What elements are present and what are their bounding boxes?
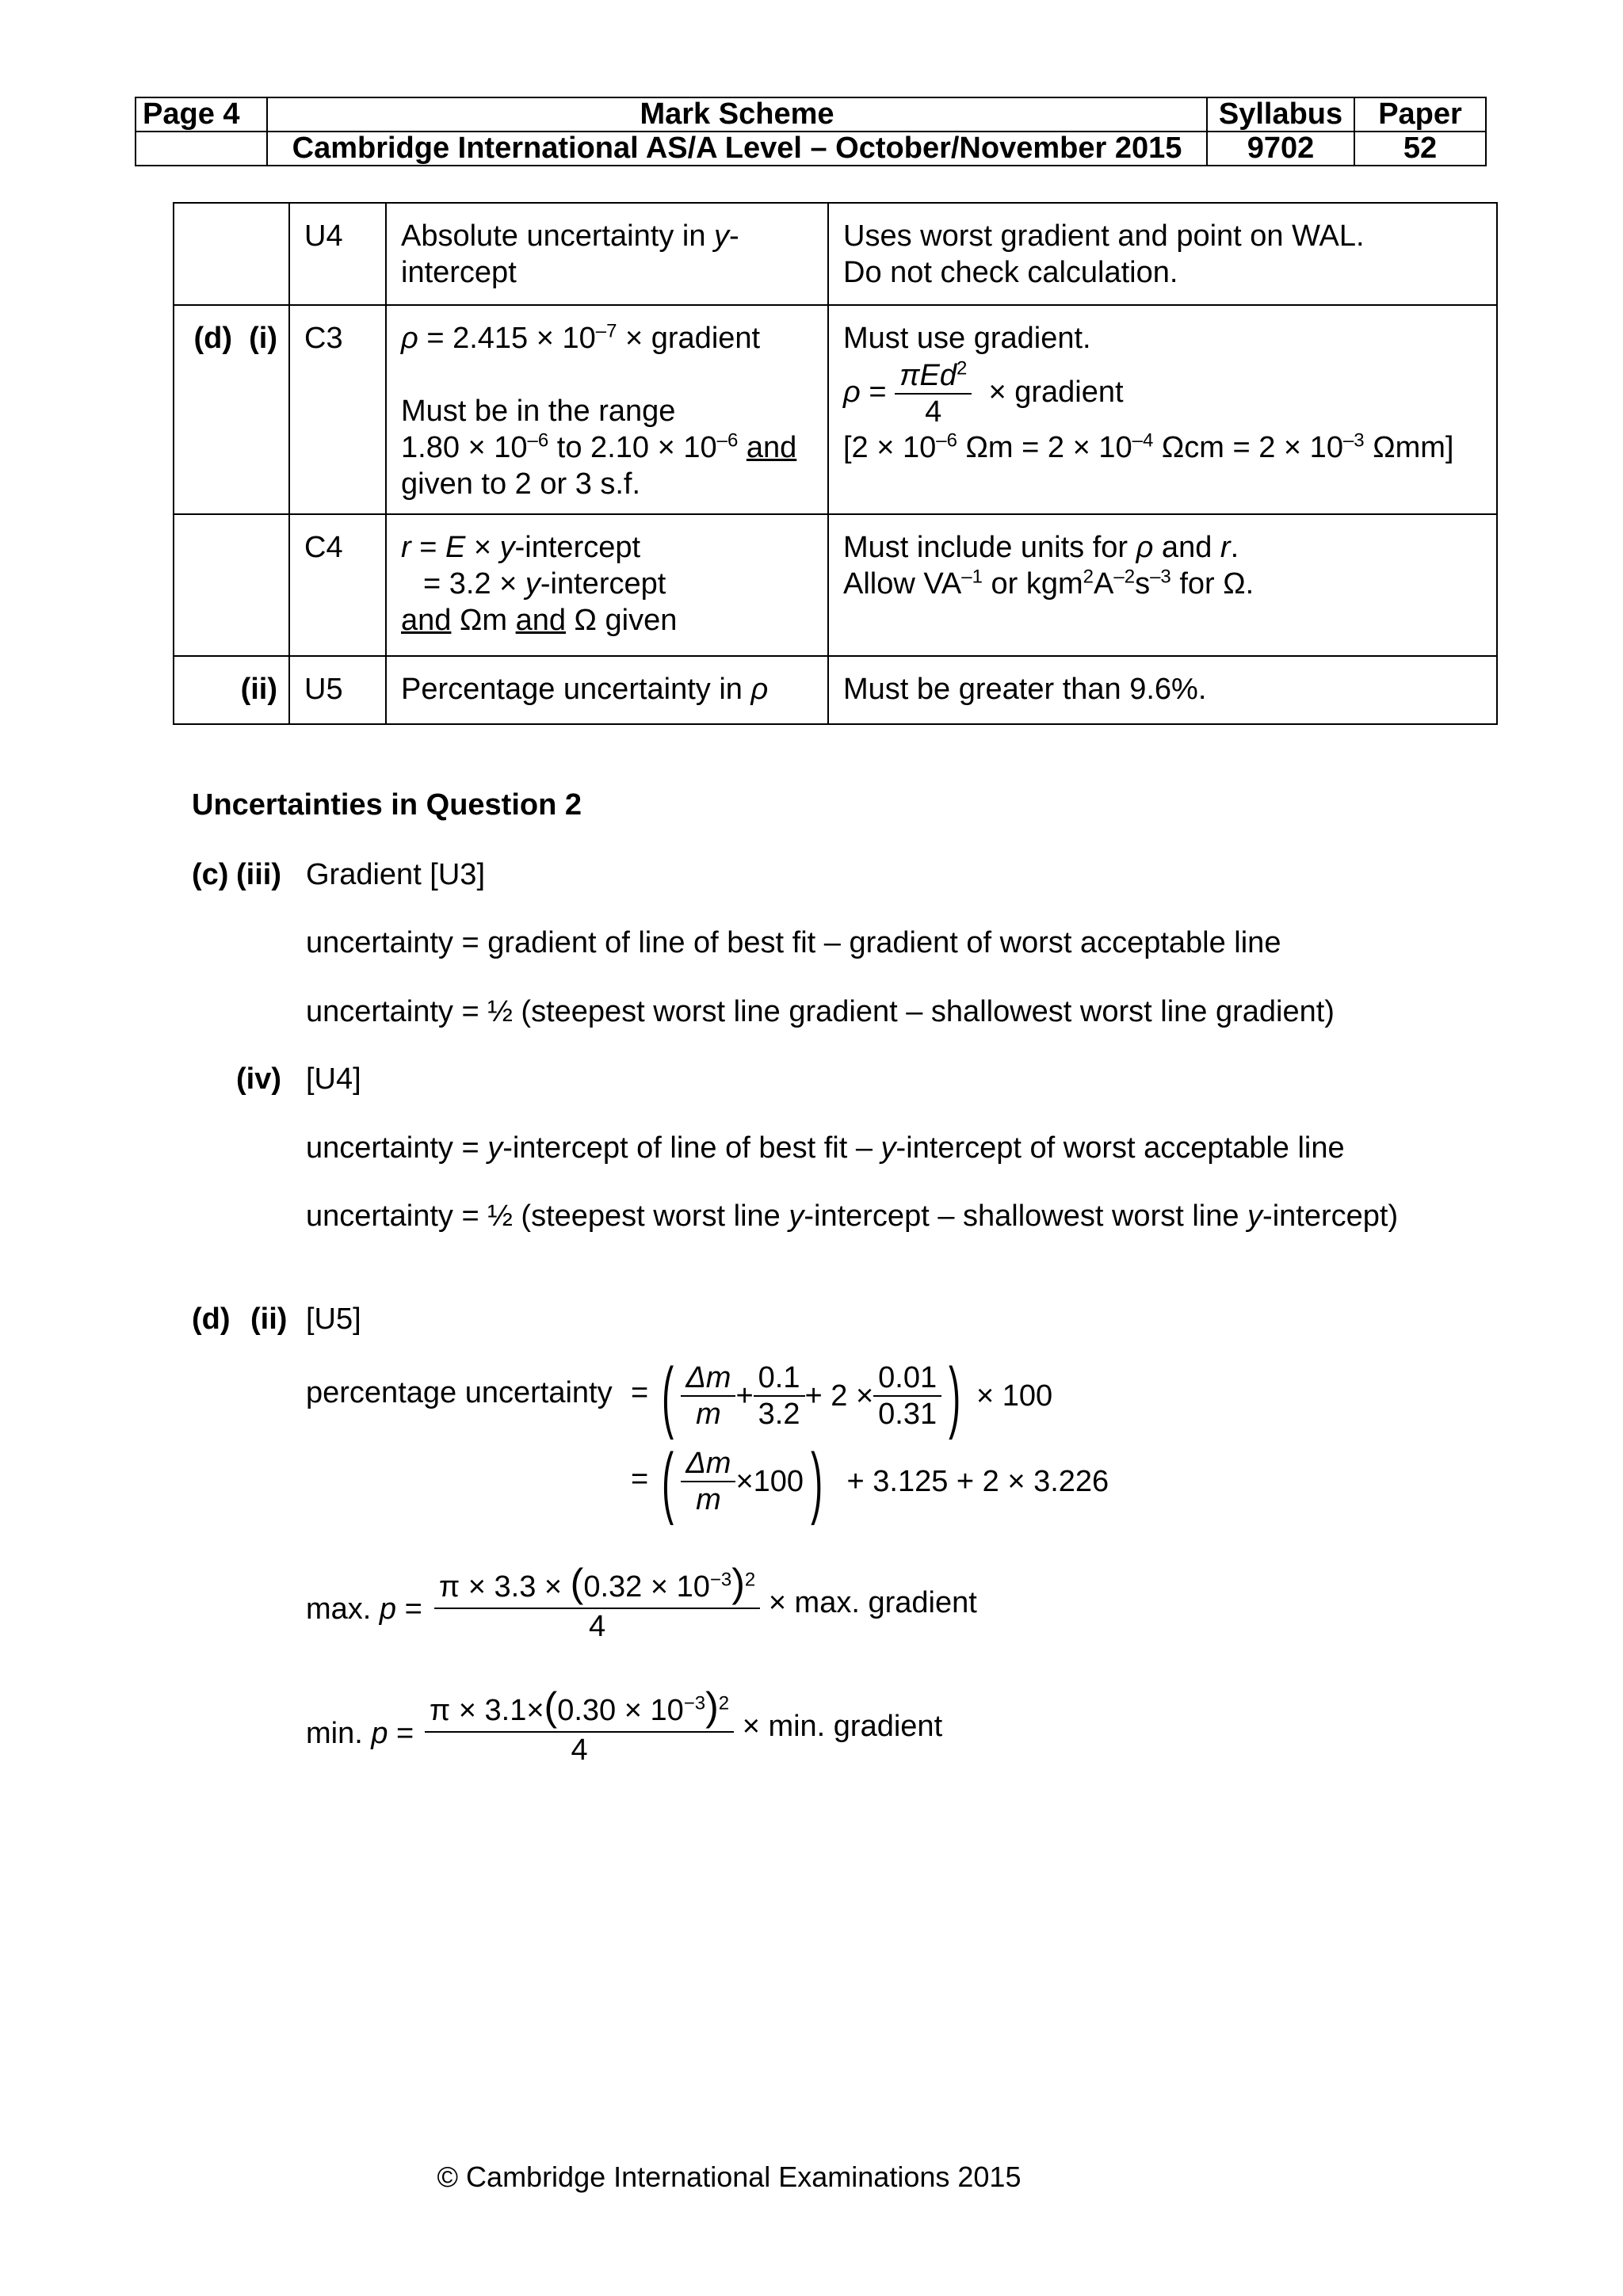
exponent: –6 — [716, 429, 739, 452]
right-paren: ) — [705, 1684, 719, 1729]
max-p-expression — [434, 1562, 977, 1644]
fraction — [681, 1360, 735, 1432]
text: -intercept — [540, 567, 666, 601]
text: p — [371, 1717, 388, 1750]
paper-number: 52 — [1354, 132, 1486, 166]
text: and — [401, 604, 452, 637]
text: × gradient — [617, 322, 761, 355]
unit-conversion — [843, 429, 1487, 466]
text: -intercept of line of best fit – — [502, 1131, 881, 1165]
text: . — [1230, 531, 1239, 564]
left-paren: ( — [662, 1437, 674, 1526]
text: Ωmm] — [1364, 431, 1454, 464]
denominator: 3.2 — [758, 1398, 800, 1431]
left-paren: ( — [544, 1684, 558, 1729]
text: Must include units for — [843, 531, 1136, 564]
text: y — [880, 1131, 896, 1165]
exponent: –2 — [1113, 566, 1136, 588]
page-number: Page 4 — [136, 97, 267, 132]
part-label-c: (c) — [192, 858, 229, 891]
paper-label: Paper — [1354, 97, 1486, 132]
text: π × 3.3 × — [439, 1570, 571, 1604]
percentage-uncertainty-label: percentage uncertainty — [306, 1376, 613, 1409]
equation-row-2 — [655, 1437, 1109, 1526]
rho-symbol: ρ — [1136, 531, 1154, 564]
left-paren: ( — [570, 1561, 584, 1605]
text: = — [388, 1717, 414, 1750]
text: Absolute uncertainty in — [401, 219, 715, 253]
text: πEd — [899, 359, 957, 392]
text: 1.80 × 10 — [401, 431, 528, 464]
mark-code: C3 — [289, 305, 386, 514]
mark-code: U5 — [289, 656, 386, 724]
section-heading: Uncertainties in Question 2 — [192, 788, 582, 822]
text: -intercept — [514, 531, 641, 564]
table-row — [174, 656, 1497, 724]
exponent: 2 — [718, 1692, 730, 1714]
text: Ωcm = 2 × 10 — [1153, 431, 1343, 464]
expected-answer — [386, 305, 828, 514]
table-row — [174, 305, 1497, 514]
text: × max. gradient — [768, 1586, 977, 1619]
expected-answer — [386, 203, 828, 305]
subpart-title: [U5] — [306, 1302, 361, 1336]
text: y — [525, 567, 540, 601]
text: × 100 — [976, 1379, 1053, 1413]
text: min. — [306, 1717, 372, 1750]
left-paren: ( — [662, 1352, 674, 1440]
numerator — [895, 358, 972, 395]
exponent: 2 — [744, 1569, 756, 1591]
text: Allow VA — [843, 567, 962, 601]
part-label-cell: (ii) — [174, 656, 289, 724]
text: given to 2 or 3 s.f. — [401, 467, 641, 501]
max-p-label — [306, 1592, 422, 1627]
guidance-line: Must use gradient. — [843, 322, 1091, 355]
exponent: 2 — [1083, 566, 1094, 588]
text: y — [1247, 1199, 1263, 1233]
text: + 3.125 + 2 × 3.226 — [846, 1464, 1109, 1498]
denominator: 4 — [925, 395, 942, 429]
syllabus-code: 9702 — [1207, 132, 1354, 166]
text-line — [306, 1199, 1398, 1234]
text: Ω given — [566, 604, 678, 637]
formula-line — [401, 320, 818, 357]
exponent: –1 — [961, 566, 983, 588]
text: to 2.10 × 10 — [548, 431, 717, 464]
guidance-line: Uses worst gradient and point on WAL. — [843, 219, 1365, 253]
denominator: 4 — [589, 1610, 606, 1643]
numerator — [425, 1686, 734, 1733]
text: π × 3.1× — [430, 1694, 544, 1727]
denominator: m — [696, 1398, 721, 1431]
equation-row-1 — [655, 1352, 1053, 1440]
text: A — [1094, 567, 1114, 601]
denominator: m — [696, 1483, 721, 1516]
text: y — [487, 1131, 503, 1165]
part-label-d: (d) — [192, 1302, 231, 1336]
text: max. — [306, 1592, 380, 1626]
syllabus-label: Syllabus — [1207, 97, 1354, 132]
text: + 2 × — [804, 1379, 874, 1413]
text: -intercept — [401, 219, 739, 289]
exponent: –6 — [527, 429, 549, 452]
denominator: 0.31 — [878, 1398, 938, 1431]
text: s — [1135, 567, 1151, 601]
text-line — [306, 1131, 1345, 1165]
numerator — [434, 1562, 760, 1609]
text: = 3.2 × — [423, 567, 525, 601]
text: + — [735, 1379, 754, 1413]
fraction — [895, 358, 972, 429]
guidance-line: Do not check calculation. — [843, 256, 1178, 289]
expected-answer — [386, 656, 828, 724]
right-paren: ) — [949, 1352, 961, 1440]
rho-symbol: ρ — [401, 322, 418, 355]
right-paren: ) — [811, 1437, 823, 1526]
text: y — [789, 1199, 804, 1233]
numerator: 0.1 — [754, 1360, 805, 1397]
text: r — [1220, 531, 1231, 564]
text: Must be in the range — [401, 395, 676, 428]
text: for Ω. — [1170, 567, 1254, 601]
mark-scheme-table — [173, 202, 1498, 725]
header-table — [135, 97, 1487, 166]
guidance: Must be greater than 9.6%. — [828, 656, 1497, 724]
exponent: 2 — [957, 357, 968, 379]
fraction — [873, 1360, 941, 1432]
text: or kgm — [982, 567, 1083, 601]
mark-code: C4 — [289, 514, 386, 656]
text: 0.30 × 10 — [557, 1694, 684, 1727]
text: -intercept of worst acceptable line — [896, 1131, 1345, 1165]
mark-code: U4 — [289, 203, 386, 305]
text: × min. gradient — [742, 1710, 943, 1743]
part-label-cell — [174, 203, 289, 305]
exponent: –6 — [936, 429, 957, 452]
text-line: uncertainty = ½ (steepest worst line gradient – shallowest worst line gradient) — [306, 995, 1335, 1028]
text: × — [465, 531, 500, 564]
subpart-title: Gradient [U3] — [306, 858, 485, 891]
part-label-cell — [174, 305, 289, 514]
text: and — [746, 431, 797, 464]
text: -intercept) — [1262, 1199, 1399, 1233]
exponent: −3 — [709, 1569, 732, 1591]
exponent: −3 — [683, 1692, 706, 1714]
numerator: Δm — [681, 1360, 735, 1397]
guidance — [828, 305, 1497, 514]
formula: ρ = $\frac{\pi Ed^2}{4}$ × gradient — [843, 357, 1124, 429]
text: E — [445, 531, 466, 564]
rho-symbol: ρ — [843, 376, 861, 410]
text: Ωm — [451, 604, 516, 637]
exponent: –3 — [1150, 566, 1171, 588]
text: ×100 — [735, 1464, 804, 1498]
fraction — [434, 1562, 760, 1644]
subpart-label-iii: (iii) — [236, 858, 281, 891]
subpart-label: (i) — [249, 322, 277, 355]
guidance — [828, 514, 1497, 656]
equals-sign: = — [631, 1376, 649, 1409]
part-label: (d) — [193, 322, 232, 355]
rho-symbol: ρ — [750, 673, 769, 706]
subpart-title: [U4] — [306, 1062, 361, 1096]
text: Percentage uncertainty in — [401, 673, 751, 706]
table-row — [174, 203, 1497, 305]
text-line: uncertainty = gradient of line of best fit – gradient of worst acceptable line — [306, 926, 1281, 959]
text: × gradient — [988, 376, 1124, 410]
range-line — [401, 429, 818, 466]
numerator: 0.01 — [873, 1360, 941, 1397]
text: and — [515, 604, 566, 637]
spacer — [401, 357, 818, 393]
text: uncertainty = ½ (steepest worst line — [306, 1199, 789, 1233]
text: Ωm = 2 × 10 — [957, 431, 1132, 464]
text: y — [714, 219, 730, 253]
text: uncertainty = — [306, 1131, 488, 1165]
header-empty-cell — [136, 132, 267, 166]
text: -intercept – shallowest worst line — [804, 1199, 1248, 1233]
denominator: 4 — [571, 1733, 588, 1767]
min-p-label — [306, 1717, 414, 1751]
fraction — [681, 1446, 735, 1517]
document-subtitle: Cambridge International AS/A Level – October/November 2015 — [267, 132, 1207, 166]
text: = 2.415 × 10 — [418, 322, 596, 355]
part-label-cell — [174, 514, 289, 656]
footer-copyright: © Cambridge International Examinations 2015 — [437, 2161, 1022, 2193]
numerator: Δm — [681, 1446, 735, 1482]
min-p-expression — [425, 1686, 942, 1768]
text: = — [396, 1592, 422, 1626]
right-paren: ) — [731, 1561, 745, 1605]
subpart-label-iv: (iv) — [236, 1062, 281, 1096]
text: p — [379, 1592, 397, 1626]
text: [2 × 10 — [843, 431, 937, 464]
fraction — [754, 1360, 805, 1432]
exponent: –4 — [1132, 429, 1154, 452]
text: r — [401, 531, 411, 564]
text: 0.32 × 10 — [583, 1570, 710, 1604]
expected-answer — [386, 514, 828, 656]
document-title: Mark Scheme — [267, 97, 1207, 132]
fraction — [425, 1686, 734, 1768]
equals-sign: = — [631, 1463, 649, 1496]
guidance — [828, 203, 1497, 305]
subpart-label-ii: (ii) — [250, 1302, 288, 1336]
text: and — [1153, 531, 1220, 564]
text: y — [499, 531, 515, 564]
text: = — [411, 531, 445, 564]
exponent: –3 — [1342, 429, 1365, 452]
table-row — [174, 514, 1497, 656]
exponent: –7 — [595, 320, 617, 342]
